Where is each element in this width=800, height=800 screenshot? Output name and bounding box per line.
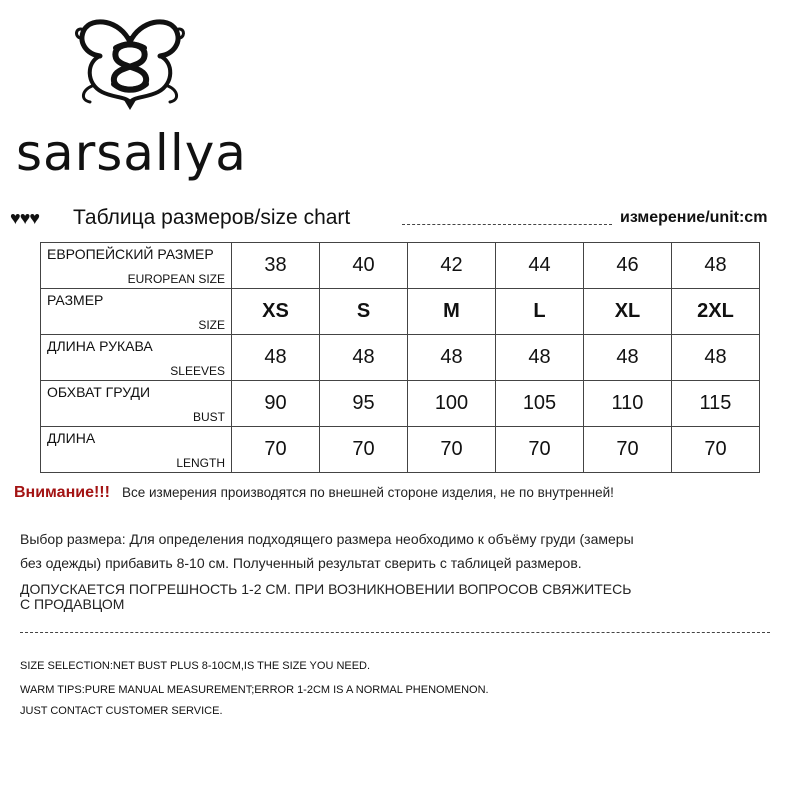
table-cell: 48	[408, 335, 496, 381]
table-cell: 105	[496, 381, 584, 427]
dashed-divider	[20, 632, 770, 633]
english-note-size-selection: SIZE SELECTION:NET BUST PLUS 8-10CM,IS THE SIZE YOU NEED.	[20, 660, 371, 672]
table-cell: 48	[232, 335, 320, 381]
unit-label: измерение/unit:cm	[620, 209, 768, 226]
row-header	[41, 335, 232, 381]
table-cell: 110	[584, 381, 672, 427]
table-cell: 48	[584, 335, 672, 381]
error-tolerance-note	[20, 582, 720, 612]
table-cell: L	[496, 289, 584, 335]
size-chart-heading	[10, 206, 790, 232]
row-label-ru: ЕВРОПЕЙСКИЙ РАЗМЕР	[47, 246, 214, 262]
svg-text:sarsallya: sarsallya	[16, 126, 247, 182]
table-cell: 42	[408, 243, 496, 289]
brand-logo-emblem	[72, 12, 188, 112]
table-row-european-size	[41, 243, 760, 289]
table-cell: 48	[672, 335, 760, 381]
table-cell: 70	[672, 427, 760, 473]
row-header	[41, 427, 232, 473]
row-header	[41, 289, 232, 335]
table-cell: 90	[232, 381, 320, 427]
heading-dashed-rule	[402, 224, 612, 225]
row-label-en: LENGTH	[176, 456, 225, 470]
row-label-ru: ОБХВАТ ГРУДИ	[47, 384, 151, 400]
table-cell: 2XL	[672, 289, 760, 335]
table-cell: 44	[496, 243, 584, 289]
table-cell: XL	[584, 289, 672, 335]
table-cell: S	[320, 289, 408, 335]
table-row-length	[41, 427, 760, 473]
attention-note	[14, 484, 794, 508]
row-label-en: SLEEVES	[170, 364, 225, 378]
table-cell: 95	[320, 381, 408, 427]
row-label-ru: ДЛИНА	[47, 430, 96, 446]
table-cell: 38	[232, 243, 320, 289]
table-row-bust	[41, 381, 760, 427]
table-row-size	[41, 289, 760, 335]
table-cell: 48	[320, 335, 408, 381]
row-header	[41, 243, 232, 289]
attention-label: Внимание!!!	[14, 484, 110, 501]
error-note-line: С ПРОДАВЦОМ	[20, 596, 125, 612]
row-label-en: SIZE	[198, 318, 225, 332]
attention-text: Все измерения производятся по внешней стороне изделия, не по внутренней!	[121, 485, 614, 500]
table-cell: 115	[672, 381, 760, 427]
size-chart-title: Таблица размеров/size chart	[73, 206, 351, 229]
row-label-en: EUROPEAN SIZE	[127, 272, 225, 286]
english-note-warm-tips: WARM TIPS:PURE MANUAL MEASUREMENT;ERROR 1-2CM IS A NORMAL PHENOMENON.	[20, 684, 489, 696]
size-advice-line: Выбор размера: Для определения подходящего размера необходимо к объёму груди (замеры	[20, 531, 634, 547]
table-cell: 48	[672, 243, 760, 289]
table-cell: 48	[496, 335, 584, 381]
table-row-sleeves	[41, 335, 760, 381]
error-note-line: ДОПУСКАЕТСЯ ПОГРЕШНОСТЬ 1-2 СМ. ПРИ ВОЗНИКНОВЕНИИ ВОПРОСОВ СВЯЖИТЕСЬ	[20, 581, 632, 597]
size-table	[40, 242, 760, 473]
row-label-ru: ДЛИНА РУКАВА	[47, 338, 153, 354]
table-cell: M	[408, 289, 496, 335]
english-note-contact: JUST CONTACT CUSTOMER SERVICE.	[20, 705, 223, 717]
table-cell: 70	[232, 427, 320, 473]
table-cell: 46	[584, 243, 672, 289]
table-cell: 70	[320, 427, 408, 473]
row-header	[41, 381, 232, 427]
brand-wordmark	[14, 126, 254, 182]
row-label-ru: РАЗМЕР	[47, 292, 104, 308]
table-cell: XS	[232, 289, 320, 335]
table-cell: 70	[408, 427, 496, 473]
table-cell: 40	[320, 243, 408, 289]
table-cell: 70	[496, 427, 584, 473]
row-label-en: BUST	[192, 410, 225, 424]
size-advice-paragraph	[20, 527, 720, 575]
table-cell: 70	[584, 427, 672, 473]
size-advice-line: без одежды) прибавить 8-10 см. Полученный результат сверить с таблицей размеров.	[20, 555, 582, 571]
hearts-icon: ♥♥♥	[10, 208, 40, 228]
table-cell: 100	[408, 381, 496, 427]
